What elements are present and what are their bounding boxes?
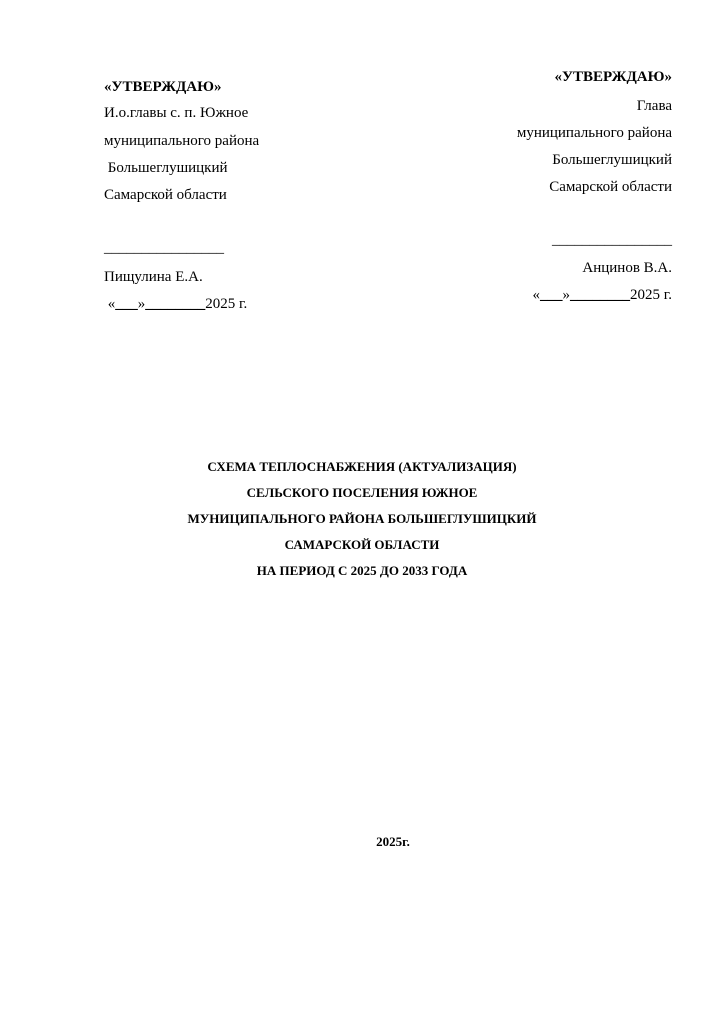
approval-block-right — [440, 0, 672, 340]
date-open-quote: « — [532, 287, 541, 303]
title-line: НА ПЕРИОД С 2025 ДО 2033 ГОДА — [256, 563, 468, 578]
title-line: СЕЛЬСКОГО ПОСЕЛЕНИЯ ЮЖНОЕ — [246, 485, 478, 500]
date-close-quote: » — [137, 296, 146, 312]
signer-position-line: И.о.главы с. п. Южное — [104, 105, 249, 121]
signature-line: ________________ — [104, 240, 224, 256]
approval-heading: «УТВЕРЖДАЮ» — [554, 69, 672, 85]
date-year: 2025 г. — [630, 287, 672, 303]
date-month-blank: ________ — [570, 287, 631, 303]
signer-name: Анцинов В.А. — [582, 260, 672, 276]
date-month-blank: ________ — [145, 296, 206, 312]
date-day-blank: ___ — [540, 287, 563, 303]
document-title — [0, 454, 724, 584]
approval-date — [104, 295, 247, 313]
title-line: МУНИЦИПАЛЬНОГО РАЙОНА БОЛЬШЕГЛУШИЦКИЙ — [187, 511, 537, 526]
document-year: 2025г. — [376, 834, 410, 849]
date-open-quote: « — [104, 296, 116, 312]
approval-date — [533, 286, 672, 304]
signer-position-line: Большеглушицкий — [104, 160, 228, 176]
title-line: САМАРСКОЙ ОБЛАСТИ — [284, 537, 440, 552]
signer-position-line: Самарской области — [549, 179, 672, 195]
date-close-quote: » — [562, 287, 571, 303]
approval-heading: «УТВЕРЖДАЮ» — [104, 79, 222, 95]
signer-name: Пищулина Е.А. — [104, 269, 203, 285]
signature-line: ________________ — [552, 232, 672, 248]
signer-position-line: муниципального района — [104, 133, 260, 149]
signer-position-line: муниципального района — [516, 125, 672, 141]
signer-position-line: Большеглушицкий — [552, 152, 672, 168]
signer-position-line: Глава — [636, 98, 672, 114]
approval-block-left — [104, 0, 354, 340]
title-line: СХЕМА ТЕПЛОСНАБЖЕНИЯ (АКТУАЛИЗАЦИЯ) — [207, 459, 517, 474]
date-day-blank: ___ — [115, 296, 138, 312]
date-year: 2025 г. — [205, 296, 248, 312]
signer-position-line: Самарской области — [104, 187, 227, 203]
